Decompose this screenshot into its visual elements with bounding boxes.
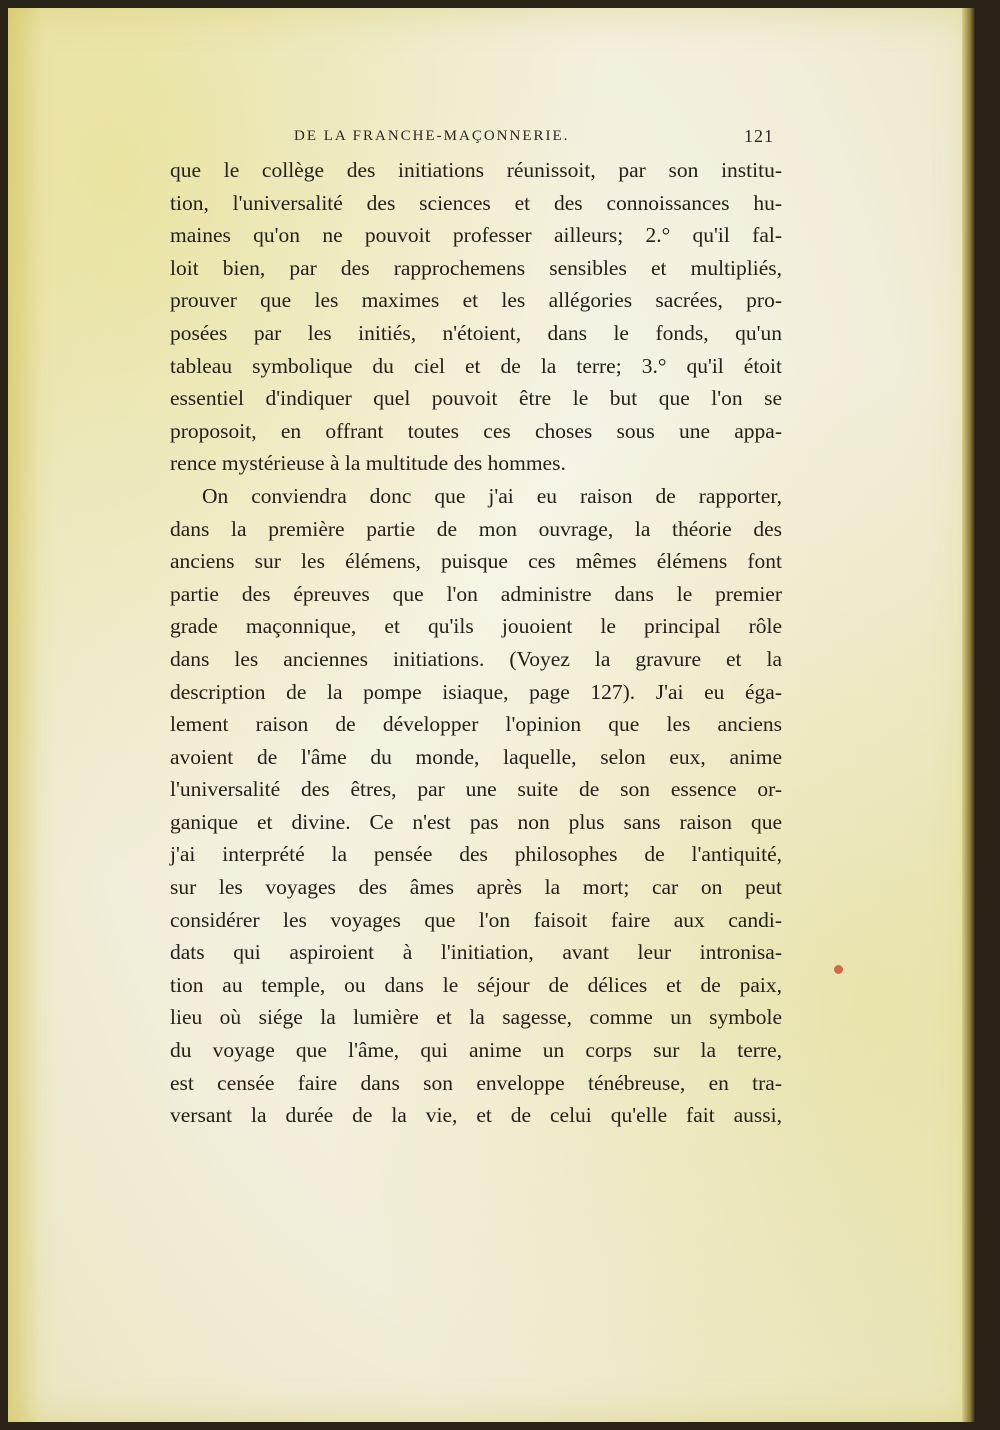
text-line: dats qui aspiroient à l'initiation, avant leur intronisa- — [170, 940, 782, 965]
body-text — [170, 154, 782, 1132]
text-line: dans la première partie de mon ouvrage, la théorie des — [170, 516, 782, 541]
text-line: que le collège des initiations réunissoit, par son institu- — [170, 158, 782, 182]
text-line: tableau symbolique du ciel et de la terre; 3.° qu'il étoit — [170, 353, 782, 378]
text-line: proposoit, en offrant toutes ces choses sous une appa- — [170, 418, 782, 443]
text-line: posées par les initiés, n'étoient, dans le fonds, qu'un — [170, 320, 782, 345]
page-number: 121 — [744, 126, 774, 146]
text-line: j'ai interprété la pensée des philosophes de l'antiquité, — [170, 842, 782, 867]
text-line: anciens sur les élémens, puisque ces mêmes élémens font — [170, 549, 782, 574]
running-title: DE LA FRANCHE-MAÇONNERIE. — [294, 128, 570, 144]
text-line: versant la durée de la vie, et de celui qu'elle fait aussi, — [170, 1103, 782, 1128]
text-line: lieu où siége la lumière et la sagesse, comme un symbole — [170, 1005, 782, 1030]
book-page — [8, 8, 976, 1422]
text-line: description de la pompe isiaque, page 127). J'ai eu éga- — [170, 679, 782, 704]
text-line: prouver que les maximes et les allégories sacrées, pro- — [170, 288, 782, 313]
text-line: tion, l'universalité des sciences et des connoissances hu- — [170, 190, 782, 215]
text-line: loit bien, par des rapprochemens sensibles et multipliés, — [170, 255, 782, 280]
text-line: l'universalité des êtres, par une suite de son essence or- — [170, 777, 782, 802]
text-line: tion au temple, ou dans le séjour de délices et de paix, — [170, 972, 782, 997]
text-line: du voyage que l'âme, qui anime un corps sur la terre, — [170, 1038, 782, 1063]
text-line: essentiel d'indiquer quel pouvoit être le but que l'on se — [170, 386, 782, 411]
text-line: rence mystérieuse à la multitude des hommes. — [170, 451, 566, 476]
text-line: avoient de l'âme du monde, laquelle, selon eux, anime — [170, 744, 782, 769]
text-line: considérer les voyages que l'on faisoit faire aux candi- — [170, 907, 782, 932]
text-line: dans les anciennes initiations. (Voyez la gravure et la — [170, 646, 782, 671]
text-line: lement raison de développer l'opinion que les anciens — [170, 712, 782, 737]
text-line: partie des épreuves que l'on administre dans le premier — [170, 581, 782, 606]
page-gutter-shadow — [8, 8, 56, 1422]
text-line: sur les voyages des âmes après la mort; car on peut — [170, 875, 782, 900]
text-line: est censée faire dans son enveloppe ténébreuse, en tra- — [170, 1070, 782, 1095]
text-line: ganique et divine. Ce n'est pas non plus sans raison que — [170, 809, 782, 834]
page-edge — [962, 8, 976, 1422]
text-line: grade maçonnique, et qu'ils jouoient le principal rôle — [170, 614, 782, 639]
running-header — [294, 126, 774, 150]
ink-stain — [834, 965, 843, 974]
text-line: On conviendra donc que j'ai eu raison de rapporter, — [202, 483, 782, 508]
text-line: maines qu'on ne pouvoit professer ailleurs; 2.° qu'il fal- — [170, 223, 782, 248]
